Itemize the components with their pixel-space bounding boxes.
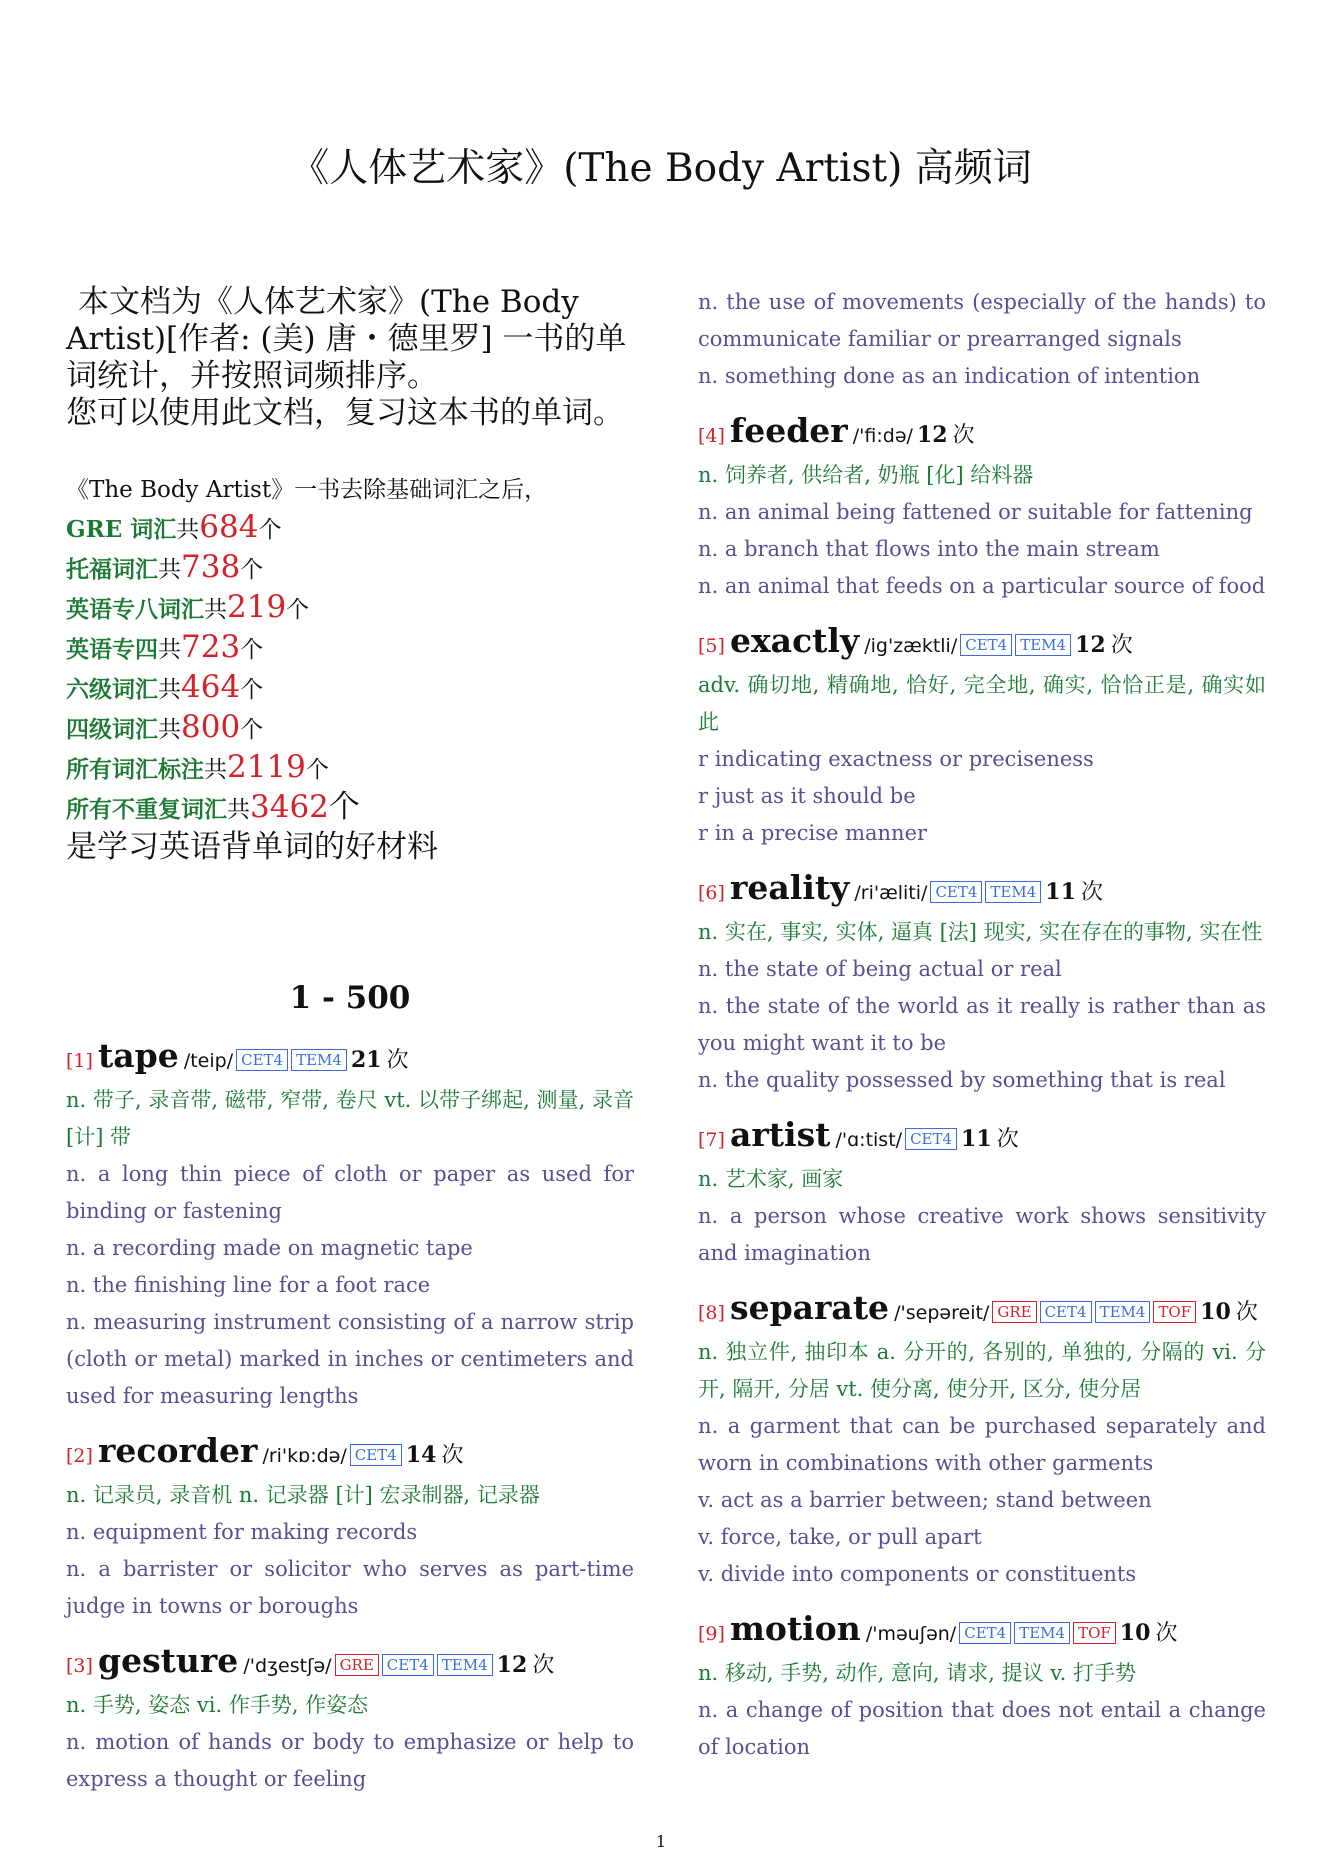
stat-gong: 共: [176, 517, 200, 543]
entry-head: [66, 1036, 634, 1082]
entry-index: [2]: [66, 1445, 93, 1467]
entry-continuation: [698, 284, 1266, 395]
stats-lead: 《The Body Artist》一书去除基础词汇之后，: [66, 477, 548, 503]
frequency-count: 12: [1075, 632, 1106, 658]
headword: artist: [730, 1115, 831, 1154]
exam-tag: GRE: [992, 1301, 1036, 1323]
word-entry: [66, 1641, 634, 1798]
english-definition: n. measuring instrument consisting of a narrow strip (cloth or metal) marked in inches or centimeters and used for measuring lengths: [66, 1310, 634, 1408]
frequency-suffix: 次: [441, 1443, 464, 1468]
english-definition: n. a change of position that does not entail a change of location: [698, 1698, 1266, 1759]
entry-head: [698, 868, 1266, 914]
phonetic: /ig'zæktli/: [864, 635, 958, 657]
headword: tape: [98, 1036, 179, 1075]
english-definition: v. force, take, or pull apart: [698, 1525, 982, 1549]
frequency-suffix: 次: [952, 423, 975, 448]
exam-tag: CET4: [350, 1444, 402, 1466]
exam-tag: TOF: [1073, 1622, 1116, 1644]
right-entry-list: [698, 284, 1266, 1766]
exam-tag: TEM4: [1014, 1622, 1070, 1644]
headword: separate: [730, 1288, 890, 1327]
frequency-count: 11: [961, 1126, 992, 1152]
stat-gong: 共: [227, 797, 250, 823]
stat-label: 英语专四: [66, 636, 158, 663]
stat-label: 所有不重复词汇: [66, 796, 227, 823]
entry-index: [5]: [698, 635, 725, 657]
english-definition: n. an animal that feeds on a particular source of food: [698, 574, 1266, 598]
page-number: 1: [655, 1832, 667, 1851]
stat-label: GRE 词汇: [66, 516, 177, 543]
stat-unit: 个: [328, 789, 360, 825]
intro-paragraph-1: 本文档为《人体艺术家》(The Body Artist)[作者: (美) 唐・德里罗] 一书的单词统计，并按照词频排序。: [66, 284, 627, 394]
chinese-definition: n. 带子, 录音带, 磁带, 窄带, 卷尺 vt. 以带子绑起, 测量, 录音 [计] 带: [66, 1088, 634, 1149]
phonetic: /'sepəreit/: [894, 1302, 990, 1324]
frequency-count: 11: [1045, 879, 1076, 905]
word-entry: [698, 1609, 1266, 1766]
phonetic: /'ɑ:tist/: [835, 1129, 903, 1151]
stat-unit: 个: [286, 597, 310, 623]
stat-gong: 共: [158, 557, 181, 583]
chinese-definition: n. 手势, 姿态 vi. 作手势, 作姿态: [66, 1693, 369, 1717]
frequency-count: 10: [1119, 1620, 1151, 1646]
english-definition: n. a garment that can be purchased separately and worn in combinations with other garments: [698, 1414, 1266, 1475]
stat-gong: 共: [158, 637, 181, 663]
stat-unit: 个: [240, 637, 264, 663]
frequency-suffix: 次: [996, 1127, 1019, 1152]
stat-count: 684: [199, 509, 259, 545]
frequency-count: 21: [350, 1047, 382, 1073]
headword: feeder: [730, 411, 848, 450]
entry-head: [698, 1609, 1266, 1655]
headword: recorder: [98, 1431, 258, 1470]
intro: [66, 284, 634, 432]
headword: exactly: [730, 621, 860, 660]
phonetic: /ri'æliti/: [854, 882, 928, 904]
stat-gong: 共: [204, 597, 227, 623]
entry-index: [6]: [698, 882, 725, 904]
exam-tag: CET4: [930, 881, 982, 903]
stat-cet6: [66, 669, 634, 709]
stat-gong: 共: [158, 717, 181, 743]
chinese-definition: n. 实在, 事实, 实体, 逼真 [法] 现实, 实在存在的事物, 实在性: [698, 920, 1263, 944]
english-definition: n. equipment for making records: [66, 1520, 418, 1544]
chinese-definition: adv. 确切地, 精确地, 恰好, 完全地, 确实, 恰恰正是, 确实如此: [698, 673, 1266, 734]
exam-tag: TEM4: [1015, 634, 1071, 656]
english-definition: n. a barrister or solicitor who serves as part-time judge in towns or boroughs: [66, 1557, 634, 1618]
english-definition: n. the state of the world as it really is rather than as you might want it to be: [698, 994, 1266, 1055]
exam-tag: TEM4: [437, 1654, 493, 1676]
range-heading: 1 - 500: [289, 980, 411, 1016]
exam-tag: TEM4: [1095, 1301, 1151, 1323]
english-definition: n. something done as an indication of intention: [698, 364, 1201, 388]
stat-unit: 个: [240, 557, 264, 583]
phonetic: /teip/: [183, 1050, 234, 1072]
frequency-suffix: 次: [1081, 880, 1104, 905]
chinese-definition: n. 独立件, 抽印本 a. 分开的, 各别的, 单独的, 分隔的 vi. 分开, 隔开, 分居 vt. 使分离, 使分开, 区分, 使分居: [698, 1340, 1266, 1401]
english-definition: n. a person whose creative work shows sensitivity and imagination: [698, 1204, 1266, 1265]
stat-gre: [66, 509, 634, 549]
stat-count: 464: [181, 669, 241, 705]
exam-tag: CET4: [960, 634, 1012, 656]
stat-count: 723: [181, 629, 241, 665]
entry-index: [1]: [66, 1050, 93, 1072]
entry-index: [9]: [698, 1623, 725, 1645]
english-definition: n. the quality possessed by something that is real: [698, 1068, 1226, 1092]
stat-count: 3462: [250, 789, 329, 825]
english-definition: n. a long thin piece of cloth or paper as used for binding or fastening: [66, 1162, 634, 1223]
frequency-suffix: 次: [386, 1048, 409, 1073]
english-definition: n. the finishing line for a foot race: [66, 1273, 431, 1297]
page-title: 《人体艺术家》(The Body Artist) 高频词: [290, 146, 1032, 191]
entry-head: [698, 411, 1266, 457]
frequency-count: 12: [916, 422, 948, 448]
stat-label: 六级词汇: [66, 676, 158, 703]
frequency-count: 14: [405, 1442, 437, 1468]
vocab-stats: [66, 472, 634, 866]
word-entry: [698, 411, 1266, 605]
entry-index: [7]: [698, 1129, 725, 1151]
word-entry: [698, 868, 1266, 1099]
headword: motion: [730, 1609, 861, 1648]
exam-tag: TEM4: [291, 1049, 347, 1071]
stat-unit: 个: [305, 757, 329, 783]
phonetic: /'fi:də/: [852, 425, 913, 447]
stat-count: 800: [181, 709, 241, 745]
frequency-suffix: 次: [1155, 1621, 1178, 1646]
english-definition: n. motion of hands or body to emphasize or help to express a thought or feeling: [66, 1730, 634, 1791]
phonetic: /'dʒestʃə/: [243, 1655, 332, 1677]
english-definition: n. the state of being actual or real: [698, 957, 1062, 981]
headword: reality: [730, 868, 850, 907]
english-definition: n. a recording made on magnetic tape: [66, 1236, 473, 1260]
entry-head: [698, 1115, 1266, 1161]
stat-label: 四级词汇: [66, 716, 158, 743]
stat-unit: 个: [258, 517, 282, 543]
word-entry: [698, 1115, 1266, 1272]
english-definition: r in a precise manner: [698, 821, 928, 845]
entry-head: [66, 1431, 634, 1477]
exam-tag: CET4: [236, 1049, 288, 1071]
frequency-suffix: 次: [1235, 1300, 1258, 1325]
word-entry: [698, 621, 1266, 852]
chinese-definition: n. 饲养者, 供给者, 奶瓶 [化] 给料器: [698, 463, 1034, 487]
english-definition: n. an animal being fattened or suitable for fattening: [698, 500, 1253, 524]
stat-tem8: [66, 589, 634, 629]
word-entry: [698, 1288, 1266, 1593]
exam-tag: GRE: [335, 1654, 379, 1676]
english-definition: n. a branch that flows into the main stream: [698, 537, 1160, 561]
stat-count: 2119: [227, 749, 306, 785]
entry-head: [698, 1288, 1266, 1334]
phonetic: /ri'kɒ:də/: [262, 1445, 347, 1467]
stat-label: 英语专八词汇: [66, 596, 204, 623]
word-entry: [66, 1431, 634, 1625]
chinese-definition: n. 记录员, 录音机 n. 记录器 [计] 宏录制器, 记录器: [66, 1483, 540, 1507]
frequency-count: 10: [1200, 1299, 1231, 1325]
left-column: [66, 284, 634, 1814]
left-entry-list: [66, 1036, 634, 1798]
frequency-suffix: 次: [1110, 633, 1133, 658]
exam-tag: TOF: [1153, 1301, 1196, 1323]
exam-tag: CET4: [905, 1128, 957, 1150]
english-definition: r indicating exactness or preciseness: [698, 747, 1094, 771]
stat-tem4: [66, 629, 634, 669]
stat-label: 托福词汇: [66, 556, 158, 583]
stat-unique: [66, 789, 634, 829]
headword: gesture: [98, 1641, 239, 1680]
phonetic: /'məuʃən/: [865, 1623, 957, 1645]
entry-head: [698, 621, 1266, 667]
stat-cet4: [66, 709, 634, 749]
stat-unit: 个: [240, 677, 264, 703]
stat-label: 所有词汇标注: [66, 756, 204, 783]
stat-toefl: [66, 549, 634, 589]
word-entry: [66, 1036, 634, 1415]
chinese-definition: n. 移动, 手势, 动作, 意向, 请求, 提议 v. 打手势: [698, 1661, 1137, 1685]
right-column: [698, 284, 1266, 1782]
exam-tag: TEM4: [985, 881, 1041, 903]
stat-unit: 个: [240, 717, 264, 743]
english-definition: n. the use of movements (especially of the hands) to communicate familiar or prearranged signals: [698, 290, 1266, 351]
entry-index: [4]: [698, 425, 725, 447]
english-definition: v. act as a barrier between; stand between: [698, 1488, 1152, 1512]
frequency-count: 12: [496, 1652, 528, 1678]
stat-count: 738: [181, 549, 241, 585]
english-definition: v. divide into components or constituents: [698, 1562, 1137, 1586]
entry-head: [66, 1641, 634, 1687]
exam-tag: CET4: [959, 1622, 1011, 1644]
chinese-definition: n. 艺术家, 画家: [698, 1167, 844, 1191]
exam-tag: CET4: [1040, 1301, 1092, 1323]
intro-paragraph-2: 您可以使用此文档，复习这本书的单词。: [66, 395, 624, 431]
entry-index: [8]: [698, 1302, 725, 1324]
frequency-suffix: 次: [532, 1653, 555, 1678]
stats-closing: 是学习英语背单词的好材料: [66, 829, 438, 865]
stat-gong: 共: [158, 677, 181, 703]
stat-gong: 共: [204, 757, 227, 783]
exam-tag: CET4: [382, 1654, 434, 1676]
stat-all-tagged: [66, 749, 634, 789]
entry-index: [3]: [66, 1655, 93, 1677]
english-definition: r just as it should be: [698, 784, 916, 808]
stat-count: 219: [227, 589, 287, 625]
